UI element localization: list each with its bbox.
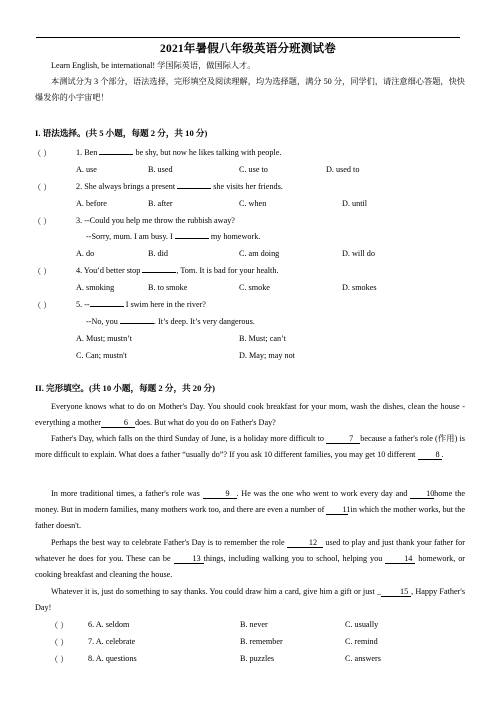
question-6	[0, 620, 496, 634]
blank-15: 15	[381, 587, 411, 597]
page-title: 2021年暑假八年级英语分班测试卷	[160, 43, 336, 55]
option-a[interactable]: 8. A. questions	[88, 654, 137, 663]
answer-paren[interactable]: （ ）	[33, 149, 52, 158]
intro-line-2: 本测试分为 3 个部分，语法选择，完形填空及阅读理解，均为选择题，满分 50 分，同学们，请注意细心答题，快快爆发你的小宇宙吧！	[35, 77, 465, 102]
question-4-options	[0, 283, 496, 297]
question-1	[0, 148, 496, 162]
answer-paren[interactable]: （ ）	[33, 217, 52, 226]
option-a[interactable]: A. smoking	[76, 283, 115, 292]
question-5-options-row-2	[0, 351, 496, 365]
question-2-options	[0, 199, 496, 213]
blank-14: 14	[385, 554, 415, 564]
option-a[interactable]: 6. A. seldom	[88, 620, 130, 629]
question-text: 1. Ben be shy, but now he likes talking with people.	[76, 148, 282, 157]
blank-9: 9	[203, 489, 237, 499]
question-text: 5. -- I swim here in the river?	[76, 300, 206, 309]
blank-10: 10	[410, 489, 434, 499]
question-text: 3. --Could you help me throw the rubbish away?	[76, 216, 235, 225]
question-3-options	[0, 249, 496, 263]
option-c[interactable]: C. am doing	[239, 249, 280, 258]
question-1-options	[0, 165, 496, 179]
answer-blank	[90, 306, 124, 307]
answer-blank	[142, 272, 176, 273]
option-c[interactable]: C. Can; mustn't	[76, 351, 127, 360]
option-c[interactable]: C. use to	[239, 165, 268, 174]
answer-paren[interactable]: （ ）	[50, 655, 69, 664]
blank-7: 7	[326, 434, 360, 444]
option-c[interactable]: C. answers	[345, 654, 381, 663]
option-a[interactable]: A. use	[76, 165, 97, 174]
option-b[interactable]: B. never	[240, 620, 268, 629]
passage-paragraph-5: Whatever it is, just do something to say thanks. You could draw him a card, give him a gift or just _ 15 , Happy Father's Day!	[35, 587, 465, 612]
answer-paren[interactable]: （ ）	[33, 301, 52, 310]
question-4	[0, 266, 496, 280]
option-c[interactable]: C. smoke	[239, 283, 270, 292]
option-b[interactable]: B. puzzles	[240, 654, 275, 663]
question-text: 4. You’d better stop , Tom. It is bad for your health.	[76, 266, 279, 275]
option-b[interactable]: B. to smoke	[148, 283, 188, 292]
passage-paragraph-2: Father's Day, which falls on the third Sunday of June, is a holiday more difficult to 7 because a father's role (作用) is more difficult to explain. What does a father “usually do”? If you ask 10 different families, you may get 10 different 8 .	[35, 434, 465, 459]
question-8	[0, 654, 496, 668]
option-c[interactable]: C. when	[239, 199, 267, 208]
section-1-heading: I. 语法选择。(共 5 小题，每题 2 分，共 10 分)	[35, 128, 208, 138]
option-a[interactable]: A. do	[76, 249, 95, 258]
passage-paragraph-3: In more traditional times, a father's role was 9 . He was the one who went to work every day and 10home the money. But in modern families, many mothers work too, and there are even a number of 11 in which the mother works, but the father doesn't.	[35, 489, 466, 530]
option-b[interactable]: B. used	[148, 165, 173, 174]
answer-blank	[175, 238, 209, 239]
question-2	[0, 182, 496, 196]
answer-paren[interactable]: （ ）	[33, 183, 52, 192]
option-d[interactable]: D. used to	[326, 165, 360, 174]
option-c[interactable]: C. usually	[345, 620, 379, 629]
question-3-line-2: --Sorry, mum. I am busy. I my homework.	[86, 232, 261, 241]
answer-blank	[120, 323, 154, 324]
section-2-heading: II. 完形填空。(共 10 小题，每题 2 分，共 20 分)	[35, 383, 215, 393]
answer-blank	[177, 188, 211, 189]
option-d[interactable]: D. smokes	[342, 283, 377, 292]
blank-6: 6	[101, 418, 135, 428]
blank-11: 11	[326, 505, 348, 515]
question-5-line-2: --No, you . It’s deep. It’s very dangerous.	[86, 317, 255, 326]
blank-13: 13	[174, 554, 204, 564]
question-3	[0, 216, 496, 230]
answer-paren[interactable]: （ ）	[33, 267, 52, 276]
question-text: 2. She always brings a present she visits her friends.	[76, 182, 283, 191]
option-d[interactable]: D. May; may not	[239, 351, 295, 360]
option-d[interactable]: D. will do	[342, 249, 375, 258]
option-b[interactable]: B. remember	[240, 637, 283, 646]
option-a[interactable]: 7. A. celebrate	[88, 637, 136, 646]
answer-paren[interactable]: （ ）	[50, 621, 69, 630]
passage-paragraph-1: Everyone knows what to do on Mother's Day. You should cook breakfast for your mom, wash the dishes, clean the house - everything a mother 6 does. But what do you do on Father's Day?	[35, 402, 465, 427]
option-b[interactable]: B. after	[148, 199, 173, 208]
blank-8: 8	[418, 450, 442, 460]
passage-paragraph-4: Perhaps the best way to celebrate Father's Day is to remember the role 12 used to play and just thank your father for whatever he does for you. These can be 13 things, including walking you to school, helping you 14 homework, or cooking breakfast and cleaning the house.	[35, 538, 466, 579]
top-rule	[36, 37, 460, 38]
question-5-options-row-1	[0, 334, 496, 348]
option-b[interactable]: B. Must; can’t	[239, 334, 286, 343]
answer-blank	[99, 154, 133, 155]
option-d[interactable]: D. until	[342, 199, 368, 208]
option-a[interactable]: A. Must; mustn’t	[76, 334, 133, 343]
intro-line-1: Learn English, be international! 学国际英语，做国际人才。	[51, 61, 256, 70]
question-5	[0, 300, 496, 314]
blank-12: 12	[287, 538, 323, 548]
option-b[interactable]: B. did	[148, 249, 169, 258]
question-7	[0, 637, 496, 651]
answer-paren[interactable]: （ ）	[50, 638, 69, 647]
option-c[interactable]: C. remind	[345, 637, 378, 646]
option-a[interactable]: A. before	[76, 199, 107, 208]
